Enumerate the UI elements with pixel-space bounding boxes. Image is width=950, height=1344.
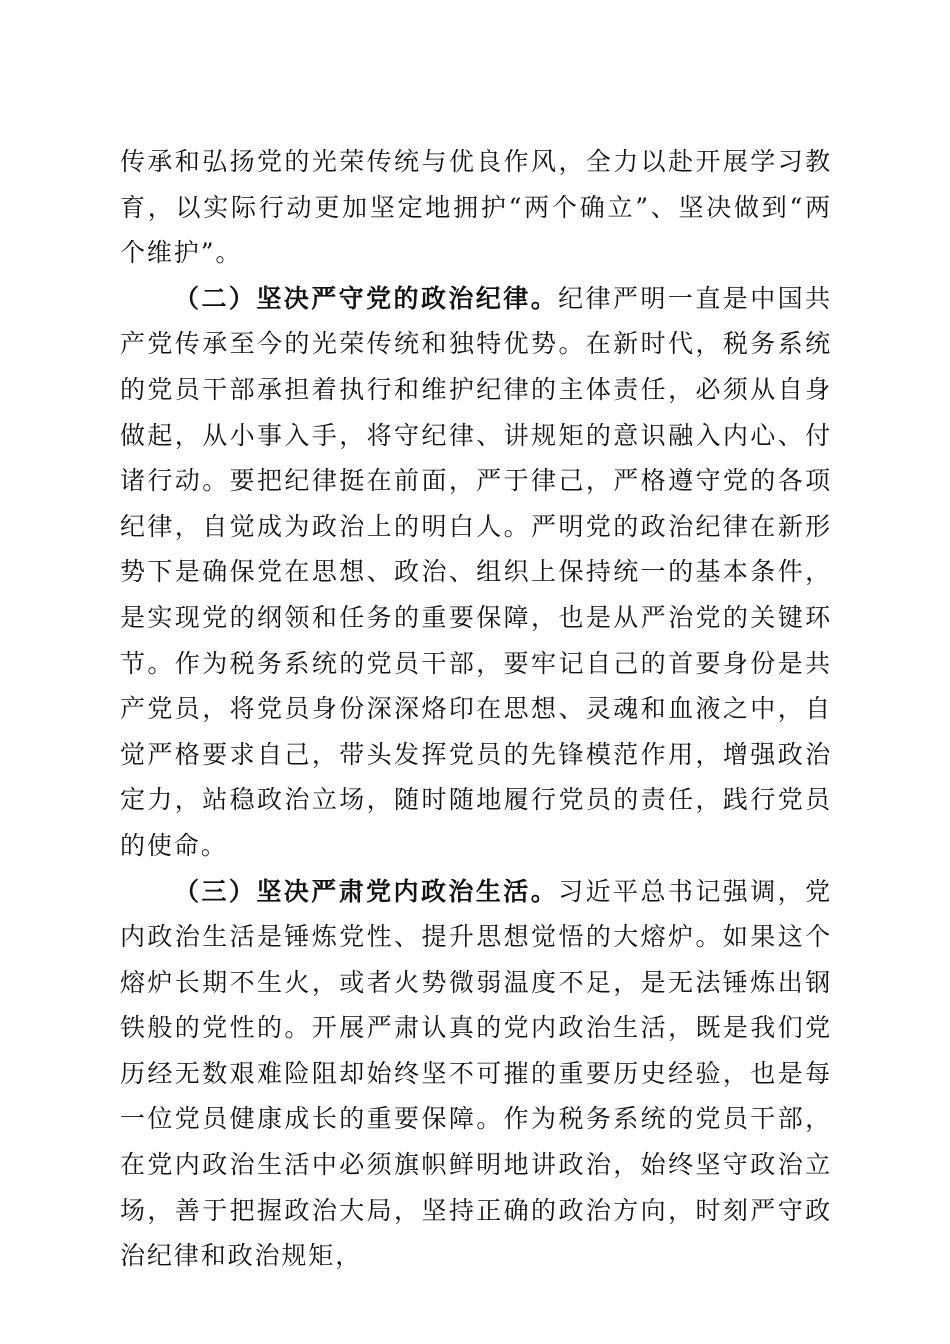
document-body	[120, 139, 832, 1279]
section-heading-3: （三）坚决严肃党内政治生活。	[174, 876, 559, 906]
section-heading-2: （二）坚决严守党的政治纪律。	[174, 283, 559, 313]
paragraph-continuation	[120, 139, 832, 276]
paragraph-political-discipline	[120, 276, 832, 869]
paragraph-political-life	[120, 869, 832, 1279]
paragraph-text: 传承和弘扬党的光荣传统与优良作风，全力以赴开展学习教育，以实际行动更加坚定地拥护“两个确立”、坚决做到“两个维护”。	[120, 147, 832, 268]
paragraph-text: 纪律严明一直是中国共产党传承至今的光荣传统和独特优势。在新时代，税务系统的党员干部承担着执行和维护纪律的主体责任，必须从自身做起，从小事入手，将守纪律、讲规矩的意识融入内心、付诸行动。要把纪律挺在前面，严于律己，严格遵守党的各项纪律，自觉成为政治上的明白人。严明党的政治纪律在新形势下是确保党在思想、政治、组织上保持统一的基本条件，是实现党的纲领和任务的重要保障，也是从严治党的关键环节。作为税务系统的党员干部，要牢记自己的首要身份是共产党员，将党员身份深深烙印在思想、灵魂和血液之中，自觉严格要求自己，带头发挥党员的先锋模范作用，增强政治定力，站稳政治立场，随时随地履行党员的责任，践行党员的使命。	[120, 283, 832, 860]
paragraph-text: 习近平总书记强调，党内政治生活是锤炼党性、提升思想觉悟的大熔炉。如果这个熔炉长期不生火，或者火势微弱温度不足，是无法锤炼出钢铁般的党性的。开展严肃认真的党内政治生活，既是我们党历经无数艰难险阻却始终坚不可摧的重要历史经验，也是每一位党员健康成长的重要保障。作为税务系统的党员干部，在党内政治生活中必须旗帜鲜明地讲政治，始终坚守政治立场，善于把握政治大局，坚持正确的政治方向，时刻严守政治纪律和政治规矩，	[120, 876, 832, 1271]
